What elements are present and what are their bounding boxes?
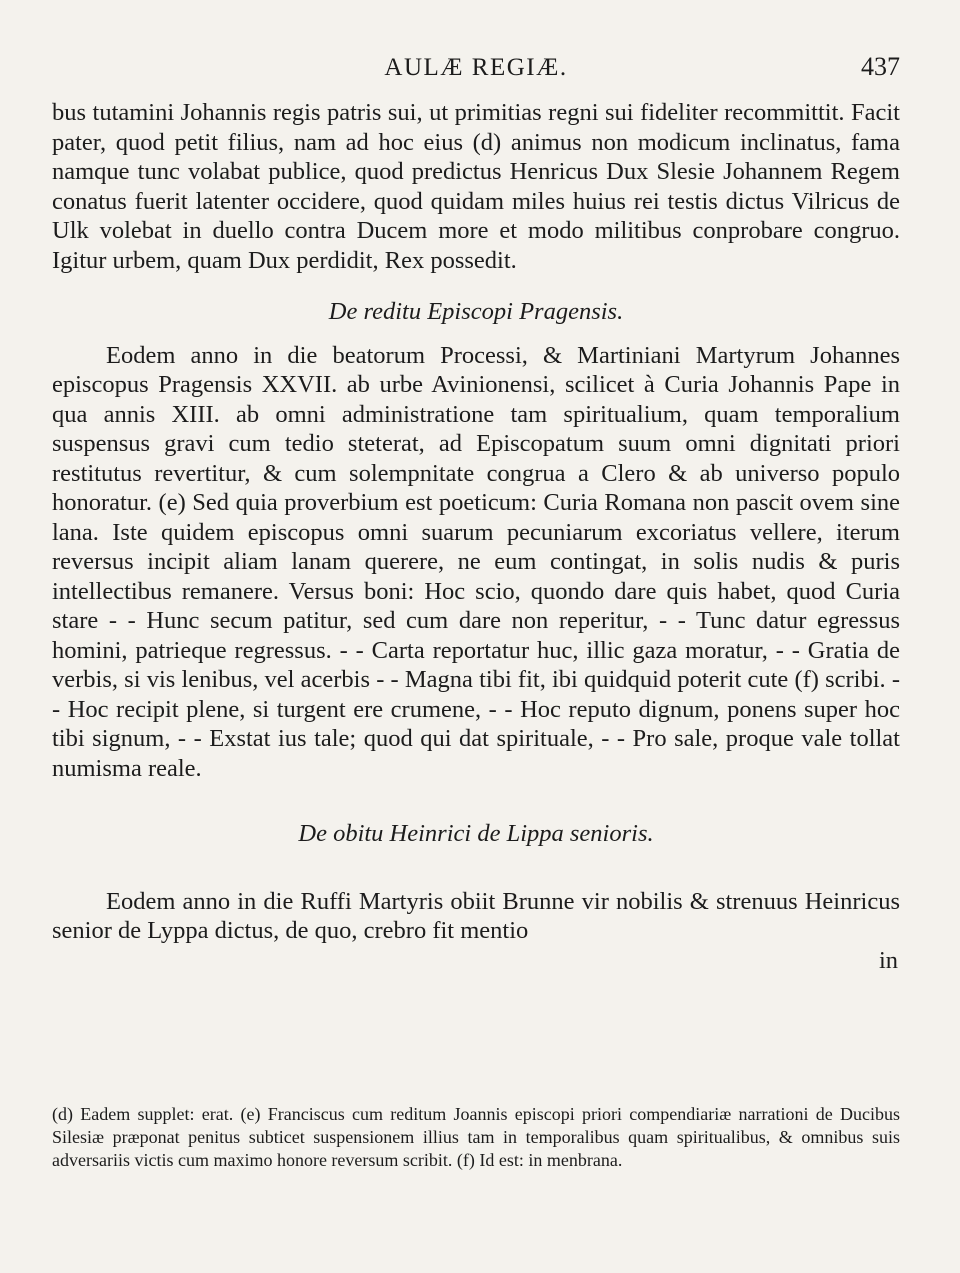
- main-text: [52, 98, 900, 975]
- paragraph-continuation: bus tutamini Johannis regis patris sui, ut primitias regni sui fideliter recommittit. Facit pater, quod petit filius, nam ad hoc eius (d) animus non modicum inclinatus, fama namque tunc volabat publice, quod predictus Henricus Dux Slesie Johannem Regem conatus fuerit latenter occidere, quod quidam miles huius rei testis dictus Vilricus de Ulk volebat in duello contra Ducem more et modo militibus conprobare congruo. Igitur urbem, quam Dux perdidit, Rex possedit.: [52, 99, 900, 274]
- page-number: 437: [861, 52, 900, 81]
- paragraph-reditu: Eodem anno in die beatorum Processi, & Martiniani Martyrum Johannes episcopus Pragensis XXVII. ab urbe Avinionensi, scilicet à Curia Johannis Pape in qua annis XIII. ab omni administratione tam spiritualium, quam temporalium suspensus gravi cum tedio steterat, ad Episcopatum suum omni dignitati priori restitutus revertitur, & cum solempnitate congrua a Clero & ab universo populo honoratur. (e) Sed quia proverbium est poeticum: Curia Romana non pascit ovem sine lana. Iste quidem episcopus omni suarum pecuniarum excoriatus vellere, iterum reversus incipit aliam lanam querere, ne eum contingat, in solis nudis & puris intellectibus remanere. Versus boni: Hoc scio, quondo dare quis habet, quod Curia stare - - Hunc secum patitur, sed cum dare non reperitur, - - Tunc datur egressus homini, patrieque regressus. - - Carta reportatur huc, illic gaza moratur, - - Gratia de verbis, si vis lenibus, vel acerbis - - Magna tibi fit, ibi quidquid poterit cute (f) scribi. - - Hoc recipit plene, si turgent ere crumene, - - Hoc reputo dignum, ponens super hoc tibi signum, - - Exstat ius tale; quod qui dat spirituale, - - Pro sale, proque vale tollat numisma reale.: [52, 341, 900, 782]
- page-header: [52, 48, 900, 98]
- catchword: in: [878, 946, 898, 974]
- section-heading-reditu: De reditu Episcopi Pragensis.: [328, 298, 624, 325]
- footnote-text: (d) Eadem supplet: erat. (e) Franciscus cum reditum Joannis episcopi priori compendiariæ narrationi de Ducibus Silesiæ præponat penitus subticet suspensionem illius tam in temporalibus quam spiritualibus, & omnibus suis adversariis victis cum maximo honore reversum scribit. (f) Id est: in menbrana.: [52, 1104, 900, 1170]
- running-head: AULÆ REGIÆ.: [384, 54, 568, 81]
- section-heading-obitu: De obitu Heinrici de Lippa senioris.: [298, 820, 654, 847]
- paragraph-obitu: Eodem anno in die Ruffi Martyris obiit Brunne vir nobilis & strenuus Heinricus senior de Lyppa dictus, de quo, crebro fit mentio: [52, 887, 900, 944]
- footnotes: [52, 1103, 900, 1172]
